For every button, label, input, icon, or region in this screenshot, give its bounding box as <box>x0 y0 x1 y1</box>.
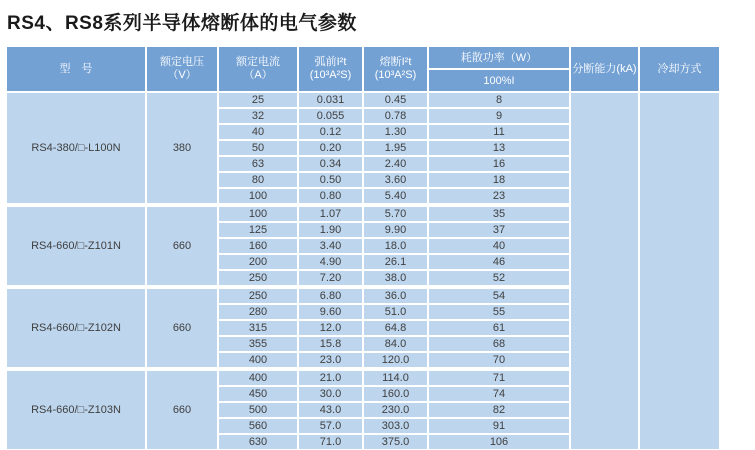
prearc-i2t-cell: 1.90 <box>299 223 362 237</box>
model-cell: RS4-660/□-Z103N <box>7 369 145 449</box>
prearc-i2t-cell: 0.50 <box>299 173 362 187</box>
rated-current-cell: 250 <box>219 271 297 285</box>
rated-current-cell: 32 <box>219 109 297 123</box>
melting-i2t-cell: 1.95 <box>364 141 427 155</box>
power-dissipation-cell: 61 <box>429 321 569 335</box>
power-dissipation-cell: 37 <box>429 223 569 237</box>
table-row <box>7 93 719 107</box>
rated-current-cell: 40 <box>219 125 297 139</box>
power-dissipation-cell: 106 <box>429 435 569 449</box>
prearc-i2t-cell: 0.055 <box>299 109 362 123</box>
power-dissipation-cell: 70 <box>429 353 569 367</box>
power-dissipation-cell: 18 <box>429 173 569 187</box>
rated-current-cell: 280 <box>219 305 297 319</box>
rated-voltage-cell: 660 <box>147 287 217 367</box>
rated-voltage-cell: 660 <box>147 205 217 285</box>
rated-current-cell: 315 <box>219 321 297 335</box>
melting-i2t-cell: 5.40 <box>364 189 427 203</box>
header-breaking-capacity: 分断能力(kA) <box>571 47 638 91</box>
rated-current-cell: 250 <box>219 287 297 303</box>
prearc-i2t-cell: 43.0 <box>299 403 362 417</box>
rated-current-cell: 125 <box>219 223 297 237</box>
model-cell: RS4-660/□-Z101N <box>7 205 145 285</box>
model-cell: RS4-660/□-Z102N <box>7 287 145 367</box>
prearc-i2t-cell: 12.0 <box>299 321 362 335</box>
cooling-method-cell <box>640 93 719 449</box>
prearc-i2t-cell: 0.34 <box>299 157 362 171</box>
header-prearc-i2t-line1: 弧前I²t <box>314 56 347 68</box>
power-dissipation-cell: 82 <box>429 403 569 417</box>
melting-i2t-cell: 114.0 <box>364 369 427 385</box>
header-melting-i2t-line2: (10³A²S) <box>374 69 417 81</box>
rated-current-cell: 630 <box>219 435 297 449</box>
header-prearc-i2t-line2: (10³A²S) <box>309 69 352 81</box>
melting-i2t-cell: 26.1 <box>364 255 427 269</box>
power-dissipation-cell: 23 <box>429 189 569 203</box>
melting-i2t-cell: 64.8 <box>364 321 427 335</box>
melting-i2t-cell: 38.0 <box>364 271 427 285</box>
rated-current-cell: 160 <box>219 239 297 253</box>
prearc-i2t-cell: 1.07 <box>299 205 362 221</box>
rated-current-cell: 400 <box>219 369 297 385</box>
header-rated-voltage-line2: （V） <box>167 69 197 81</box>
melting-i2t-cell: 375.0 <box>364 435 427 449</box>
rated-current-cell: 200 <box>219 255 297 269</box>
melting-i2t-cell: 9.90 <box>364 223 427 237</box>
melting-i2t-cell: 160.0 <box>364 387 427 401</box>
power-dissipation-cell: 13 <box>429 141 569 155</box>
header-melting-i2t <box>364 47 427 91</box>
melting-i2t-cell: 5.70 <box>364 205 427 221</box>
melting-i2t-cell: 51.0 <box>364 305 427 319</box>
melting-i2t-cell: 2.40 <box>364 157 427 171</box>
header-prearc-i2t <box>299 47 362 91</box>
rated-current-cell: 25 <box>219 93 297 107</box>
page-title: RS4、RS8系列半导体熔断体的电气参数 <box>7 13 357 34</box>
melting-i2t-cell: 36.0 <box>364 287 427 303</box>
table-body <box>7 93 719 449</box>
power-dissipation-cell: 55 <box>429 305 569 319</box>
melting-i2t-cell: 1.30 <box>364 125 427 139</box>
melting-i2t-cell: 0.78 <box>364 109 427 123</box>
power-dissipation-cell: 11 <box>429 125 569 139</box>
melting-i2t-cell: 230.0 <box>364 403 427 417</box>
power-dissipation-cell: 91 <box>429 419 569 433</box>
rated-current-cell: 355 <box>219 337 297 351</box>
rated-voltage-cell: 660 <box>147 369 217 449</box>
model-cell: RS4-380/□-L100N <box>7 93 145 203</box>
header-power-sub-100pct: 100%I <box>429 70 569 91</box>
rated-current-cell: 500 <box>219 403 297 417</box>
rated-current-cell: 63 <box>219 157 297 171</box>
rated-current-cell: 450 <box>219 387 297 401</box>
melting-i2t-cell: 18.0 <box>364 239 427 253</box>
power-dissipation-cell: 68 <box>429 337 569 351</box>
rated-current-cell: 100 <box>219 189 297 203</box>
header-rated-voltage <box>147 47 217 91</box>
prearc-i2t-cell: 23.0 <box>299 353 362 367</box>
rated-voltage-cell: 380 <box>147 93 217 203</box>
power-dissipation-cell: 40 <box>429 239 569 253</box>
rated-current-cell: 400 <box>219 353 297 367</box>
header-rated-current-line1: 额定电流 <box>236 56 280 68</box>
power-dissipation-cell: 52 <box>429 271 569 285</box>
power-dissipation-cell: 8 <box>429 93 569 107</box>
breaking-capacity-cell <box>571 93 638 449</box>
melting-i2t-cell: 3.60 <box>364 173 427 187</box>
prearc-i2t-cell: 0.12 <box>299 125 362 139</box>
power-dissipation-cell: 9 <box>429 109 569 123</box>
prearc-i2t-cell: 0.031 <box>299 93 362 107</box>
prearc-i2t-cell: 6.80 <box>299 287 362 303</box>
prearc-i2t-cell: 57.0 <box>299 419 362 433</box>
rated-current-cell: 80 <box>219 173 297 187</box>
power-dissipation-cell: 46 <box>429 255 569 269</box>
prearc-i2t-cell: 21.0 <box>299 369 362 385</box>
prearc-i2t-cell: 15.8 <box>299 337 362 351</box>
melting-i2t-cell: 303.0 <box>364 419 427 433</box>
power-dissipation-cell: 35 <box>429 205 569 221</box>
rated-current-cell: 560 <box>219 419 297 433</box>
rated-current-cell: 100 <box>219 205 297 221</box>
rated-current-cell: 50 <box>219 141 297 155</box>
prearc-i2t-cell: 7.20 <box>299 271 362 285</box>
power-dissipation-cell: 54 <box>429 287 569 303</box>
prearc-i2t-cell: 0.20 <box>299 141 362 155</box>
table-header <box>7 47 719 91</box>
header-power-dissipation: 耗散功率（W） <box>429 47 569 68</box>
prearc-i2t-cell: 4.90 <box>299 255 362 269</box>
prearc-i2t-cell: 71.0 <box>299 435 362 449</box>
melting-i2t-cell: 84.0 <box>364 337 427 351</box>
header-cooling-method: 冷却方式 <box>640 47 719 91</box>
prearc-i2t-cell: 0.80 <box>299 189 362 203</box>
header-melting-i2t-line1: 熔断I²t <box>379 56 412 68</box>
power-dissipation-cell: 71 <box>429 369 569 385</box>
header-rated-current <box>219 47 297 91</box>
power-dissipation-cell: 74 <box>429 387 569 401</box>
header-model: 型 号 <box>7 47 145 91</box>
prearc-i2t-cell: 30.0 <box>299 387 362 401</box>
power-dissipation-cell: 16 <box>429 157 569 171</box>
header-rated-voltage-line1: 额定电压 <box>160 56 204 68</box>
prearc-i2t-cell: 9.60 <box>299 305 362 319</box>
header-row-1 <box>7 47 719 68</box>
header-rated-current-line2: （A） <box>243 69 273 81</box>
melting-i2t-cell: 0.45 <box>364 93 427 107</box>
electrical-params-table <box>5 45 721 450</box>
melting-i2t-cell: 120.0 <box>364 353 427 367</box>
prearc-i2t-cell: 3.40 <box>299 239 362 253</box>
